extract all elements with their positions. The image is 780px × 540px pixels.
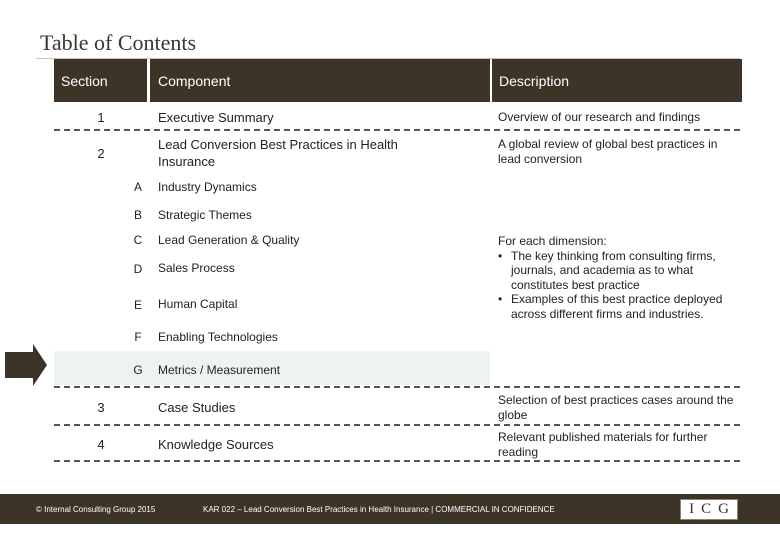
description-knowledge-sources bbox=[498, 430, 707, 459]
subsection-letter-b: B bbox=[133, 208, 142, 222]
footer-document-title: KAR 022 – Lead Conversion Best Practices in Health Insurance | COMMERCIAL IN CONFIDENCE bbox=[203, 505, 555, 514]
description-case-studies-line1: Selection of best practices cases around the bbox=[498, 393, 734, 407]
row-divider bbox=[54, 424, 740, 426]
subsection-letter-d: D bbox=[133, 262, 143, 276]
current-section-arrow-icon bbox=[5, 344, 47, 386]
component-lead-conversion-line1: Lead Conversion Best Practices in Health bbox=[158, 137, 398, 152]
bullet-icon: • bbox=[498, 248, 503, 263]
dimension-bullet-1-line1: The key thinking from consulting firms, bbox=[511, 248, 716, 263]
subsection-letter-f: F bbox=[134, 330, 142, 344]
section-number-4: 4 bbox=[97, 437, 105, 452]
page-title: Table of Contents bbox=[40, 30, 197, 55]
dimension-description bbox=[498, 234, 738, 321]
dimension-bullet-2-line1: Examples of this best practice deployed bbox=[511, 292, 723, 306]
footer-copyright: © Internal Consulting Group 2015 bbox=[36, 505, 156, 514]
subsection-sales-process[interactable]: Sales Process bbox=[158, 261, 235, 275]
row-divider bbox=[54, 460, 740, 462]
section-number-3: 3 bbox=[97, 400, 105, 415]
subsection-metrics-measurement[interactable]: Metrics / Measurement bbox=[158, 363, 281, 377]
subsection-letter-g: G bbox=[133, 363, 143, 377]
component-lead-conversion[interactable] bbox=[158, 136, 398, 170]
section-number-2: 2 bbox=[97, 146, 105, 161]
dimension-bullet-2-line2: across different firms and industries. bbox=[511, 306, 704, 321]
section-number-1: 1 bbox=[97, 110, 105, 125]
subsection-letter-a: A bbox=[133, 180, 142, 194]
dimension-bullet-2 bbox=[498, 292, 738, 321]
dimension-bullet-1-line2: journals, and academia as to what bbox=[511, 263, 694, 277]
bullet-icon: • bbox=[498, 292, 503, 306]
dimension-bullet-1-line3: constitutes best practice bbox=[511, 277, 640, 292]
component-executive-summary[interactable]: Executive Summary bbox=[158, 110, 274, 125]
component-knowledge-sources[interactable]: Knowledge Sources bbox=[158, 437, 274, 452]
subsection-strategic-themes[interactable]: Strategic Themes bbox=[158, 208, 252, 222]
subsection-human-capital[interactable]: Human Capital bbox=[158, 297, 238, 311]
row-divider bbox=[54, 386, 740, 388]
description-case-studies-line2: globe bbox=[498, 407, 528, 422]
subsection-letter-e: E bbox=[133, 298, 142, 312]
description-knowledge-sources-line1: Relevant published materials for further bbox=[498, 430, 708, 444]
component-lead-conversion-line2: Insurance bbox=[158, 154, 216, 169]
subsection-lead-generation[interactable]: Lead Generation & Quality bbox=[158, 233, 300, 247]
description-knowledge-sources-line2: reading bbox=[498, 444, 539, 459]
description-case-studies bbox=[498, 393, 733, 422]
dimension-description-intro: For each dimension: bbox=[498, 234, 607, 248]
subsection-enabling-technologies[interactable]: Enabling Technologies bbox=[158, 330, 278, 344]
subsection-industry-dynamics[interactable]: Industry Dynamics bbox=[158, 180, 257, 194]
header-section: Section bbox=[54, 59, 147, 102]
icg-logo: ICG bbox=[680, 499, 738, 520]
description-executive-summary: Overview of our research and findings bbox=[498, 110, 701, 124]
header-component: Component bbox=[150, 59, 490, 102]
dimension-bullet-1 bbox=[498, 249, 738, 293]
component-case-studies[interactable]: Case Studies bbox=[158, 400, 236, 415]
description-lead-conversion bbox=[498, 137, 717, 166]
row-divider bbox=[54, 129, 740, 131]
subsection-letter-c: C bbox=[133, 233, 143, 247]
description-lead-conversion-line1: A global review of global best practices in bbox=[498, 137, 718, 151]
header-description: Description bbox=[492, 59, 742, 102]
description-lead-conversion-line2: lead conversion bbox=[498, 151, 583, 166]
